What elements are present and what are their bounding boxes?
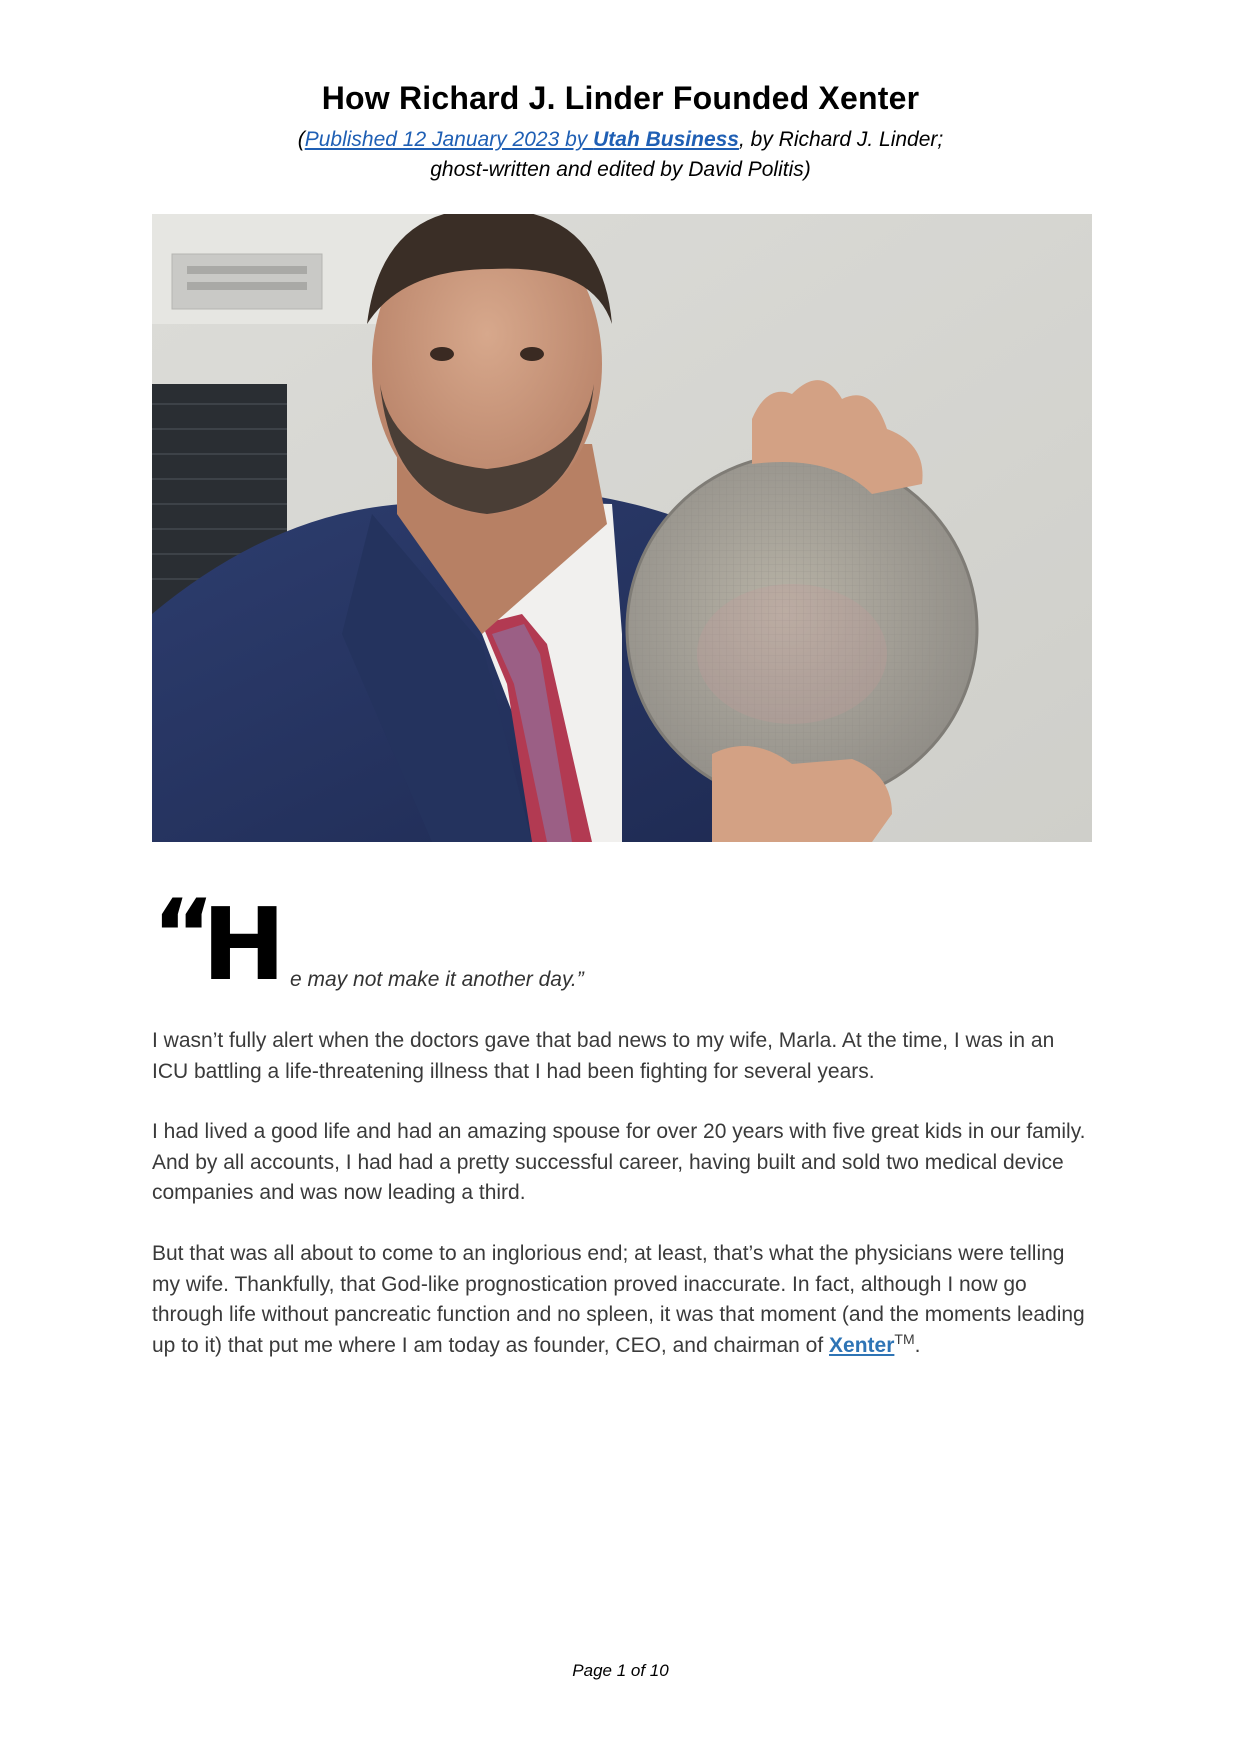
paragraph-2: I had lived a good life and had an amazing spouse for over 20 years with five great kids in our family. And by all accounts, I had had a pretty successful career, having built and sold two medical device companies and was now leading a third. bbox=[152, 1120, 1086, 1204]
photo-illustration bbox=[152, 214, 1092, 842]
xenter-link[interactable]: Xenter bbox=[829, 1333, 895, 1357]
trademark-symbol: TM bbox=[894, 1330, 915, 1347]
page-title: How Richard J. Linder Founded Xenter bbox=[321, 80, 920, 116]
paragraph-1: I wasn’t fully alert when the doctors gave that bad news to my wife, Marla. At the time, I was in an ICU battling a life-threatening illness that I had been fighting for several years. bbox=[152, 1029, 1055, 1083]
byline-line-2: ghost-written and edited by David Politis) bbox=[430, 158, 811, 181]
byline-line-1 bbox=[0, 125, 1241, 155]
drop-cap-lead bbox=[152, 879, 1092, 1005]
byline-author: , by Richard J. Linder; bbox=[738, 128, 944, 151]
byline-open-paren: ( bbox=[297, 128, 305, 151]
drop-cap-rest: e may not make it another day.” bbox=[290, 968, 584, 991]
published-link[interactable]: Published 12 January 2023 by bbox=[304, 128, 594, 151]
paragraph-3-end: . bbox=[914, 1333, 921, 1357]
byline bbox=[0, 125, 1241, 185]
paragraph-3-text: But that was all about to come to an inglorious end; at least, that’s what the physicians were telling my wife. Thankfully, that God-like prognostication proved inaccurate. In fact, although I now go through life without pancreatic function and no spleen, it was that moment (and the moments leading up to it) that put me where I am today as founder, CEO, and chairman of bbox=[152, 1242, 1085, 1357]
publisher-link[interactable]: Utah Business bbox=[593, 128, 739, 151]
drop-cap-quote-mark: “ bbox=[152, 879, 216, 991]
paragraph-3 bbox=[152, 1239, 1092, 1361]
drop-cap-letter: H bbox=[202, 886, 286, 1003]
page-number: Page 1 of 10 bbox=[572, 1661, 669, 1680]
article-photo bbox=[152, 214, 1092, 842]
